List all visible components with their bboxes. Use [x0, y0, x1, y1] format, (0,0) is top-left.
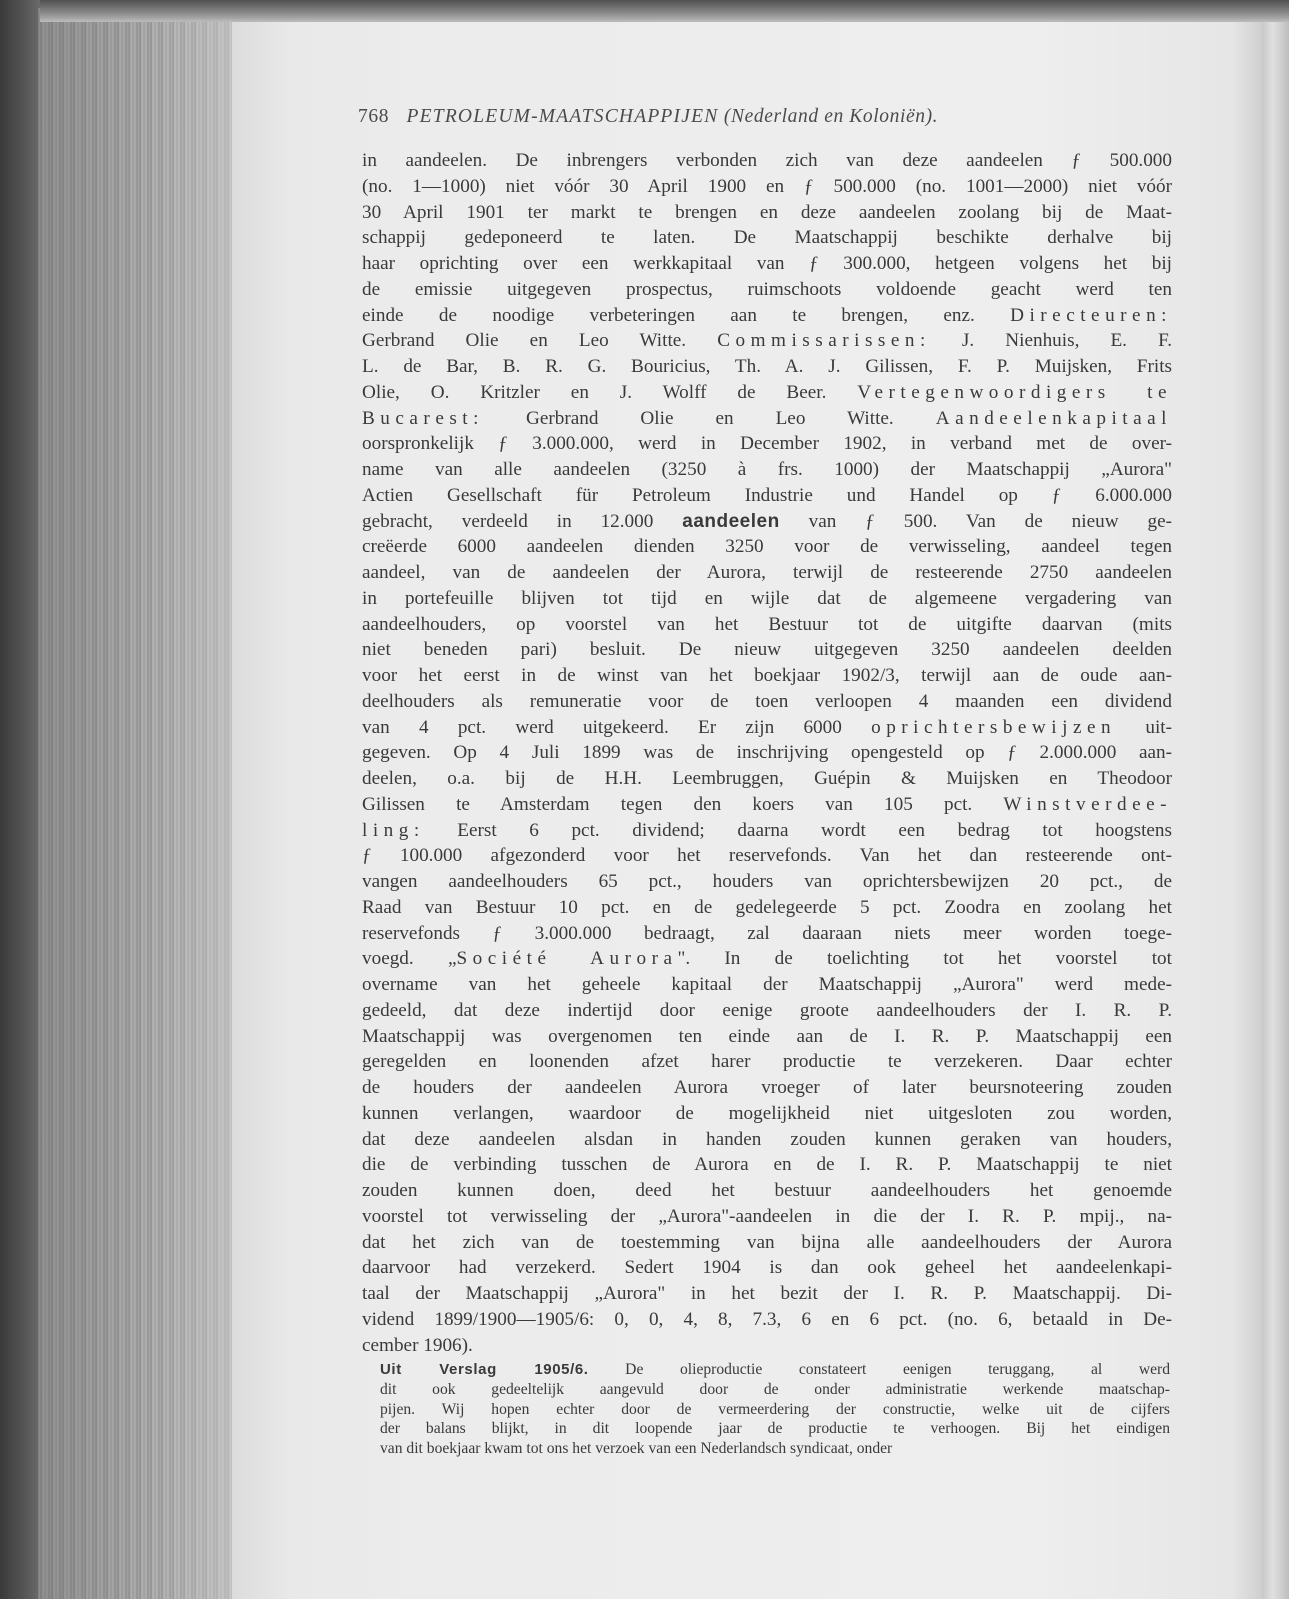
- text-line: [362, 509, 1172, 535]
- text-segment: uit-: [1116, 716, 1172, 738]
- spaced-emphasis: Directeuren:: [1010, 304, 1172, 326]
- text-segment: in portefeuille blijven tot tijd en wijle dat de algemeene vergadering van: [362, 587, 1172, 609]
- text-segment: van 4 pct. werd uitgekeerd. Er zijn 6000: [362, 716, 872, 738]
- text-segment: voegd. „: [362, 948, 457, 970]
- text-segment: niet beneden pari) besluit. De nieuw uitgegeven 3250 aandeelen deelden: [362, 639, 1172, 661]
- text-line: [362, 637, 1172, 663]
- text-line: [362, 998, 1172, 1024]
- text-line: [362, 1333, 1172, 1359]
- text-segment: de emissie uitgegeven prospectus, ruimschoots voldoende geacht werd ten: [362, 278, 1172, 300]
- top-shadow: [40, 0, 1289, 22]
- report-line: dit ook gedeeltelijk aangevuld door de onder administratie werkende maatschap-: [380, 1380, 1170, 1398]
- report-line: pijen. Wij hopen echter door de vermeerdering der constructie, welke uit de cijfers: [380, 1400, 1170, 1418]
- bold-keyword: aandeelen: [682, 510, 780, 532]
- text-segment: J. Nienhuis, E. F.: [930, 330, 1172, 352]
- text-segment: oorspronkelijk ƒ 3.000.000, werd in December 1902, in verband met de over-: [362, 433, 1172, 455]
- text-segment: L. de Bar, B. R. G. Bouricius, Th. A. J. Gilissen, F. P. Muijsken, Frits: [362, 356, 1172, 377]
- text-segment: kunnen verlangen, waardoor de mogelijkheid niet uitgesloten zou worden,: [362, 1102, 1172, 1124]
- text-segment: Gerbrand Olie en Leo Witte.: [362, 330, 718, 352]
- text-segment: dat het zich van de toestemming van bijna alle aandeelhouders der Aurora: [362, 1231, 1172, 1253]
- page-stack: [38, 8, 238, 1599]
- text-segment: zouden kunnen doen, deed het bestuur aandeelhouders het genoemde: [362, 1180, 1172, 1201]
- text-segment: deelhouders als remuneratie voor de toen verloopen 4 maanden een dividend: [362, 690, 1172, 712]
- text-line: [362, 818, 1172, 844]
- spaced-emphasis: Commissarissen:: [717, 330, 931, 352]
- text-line: [362, 869, 1172, 895]
- text-line: [362, 380, 1172, 406]
- text-segment: Eerst 6 pct. dividend; daarna wordt een bedrag tot hoogstens: [424, 819, 1172, 841]
- text-segment: van ƒ 500. Van de nieuw ge-: [779, 510, 1172, 532]
- text-segment: einde de noodige verbeteringen aan te brengen, enz.: [362, 304, 1011, 326]
- text-segment: creëerde 6000 aandeelen dienden 3250 voor de verwisseling, aandeel tegen: [362, 536, 1172, 558]
- text-line: [362, 1075, 1172, 1101]
- text-line: [362, 1152, 1172, 1178]
- text-segment: Gerbrand Olie en Leo Witte.: [483, 407, 936, 429]
- text-line: [362, 792, 1172, 818]
- spaced-emphasis: oprichtersbewijzen: [871, 716, 1117, 738]
- page-right-edge: [1262, 22, 1289, 1599]
- text-segment: Maatschappij was overgenomen ten einde aan de I. R. P. Maatschappij een: [362, 1025, 1172, 1047]
- text-line: [362, 921, 1172, 947]
- text-line: [362, 612, 1172, 638]
- text-line: [362, 1024, 1172, 1050]
- text-line: [362, 200, 1172, 226]
- text-line: [362, 1307, 1172, 1333]
- text-segment: 30 April 1901 ter markt te brengen en deze aandeelen zoolang bij de Maat-: [362, 201, 1172, 223]
- page-number: 768: [358, 106, 390, 127]
- text-segment: Raad van Bestuur 10 pct. en de gedelegeerde 5 pct. Zoodra en zoolang het: [362, 896, 1172, 918]
- text-line: [362, 1127, 1172, 1153]
- report-line: [380, 1360, 1170, 1380]
- text-segment: haar oprichting over een werkkapitaal van ƒ 300.000, hetgeen volgens het bij: [362, 253, 1172, 274]
- text-line: [362, 1101, 1172, 1127]
- body-paragraph: [362, 148, 1172, 1358]
- text-line: [362, 843, 1172, 869]
- text-line: [362, 303, 1172, 329]
- text-segment: in aandeelen. De inbrengers verbonden zich van deze aandeelen ƒ 500.000: [362, 150, 1172, 171]
- text-segment: Actien Gesellschaft für Petroleum Industrie und Handel op ƒ 6.000.000: [362, 484, 1172, 506]
- book-spine-edge: [0, 0, 40, 1599]
- text-line: [362, 1204, 1172, 1230]
- text-line: [362, 946, 1172, 972]
- text-line: [362, 715, 1172, 741]
- spaced-emphasis: Vertegenwoordigers te: [857, 381, 1173, 403]
- text-line: [362, 431, 1172, 457]
- text-line: [362, 1255, 1172, 1281]
- text-line: [362, 1230, 1172, 1256]
- report-line: van dit boekjaar kwam tot ons het verzoek van een Nederlandsch syndicaat, onder: [380, 1440, 893, 1458]
- report-excerpt: [380, 1360, 1170, 1459]
- text-segment: cember 1906).: [362, 1334, 473, 1356]
- text-line: [362, 586, 1172, 612]
- text-segment: vangen aandeelhouders 65 pct., houders van oprichtersbewijzen 20 pct., de: [362, 871, 1172, 892]
- spaced-emphasis: Aandeelenkapitaal: [935, 407, 1172, 429]
- report-line: der balans blijkt, in dit loopende jaar de productie te verhoogen. Bij het eindigen: [380, 1420, 1170, 1438]
- spaced-emphasis: Winstverdee-: [1003, 793, 1172, 815]
- text-segment: dat deze aandeelen alsdan in handen zouden kunnen geraken van houders,: [362, 1128, 1172, 1150]
- text-segment: de houders der aandeelen Aurora vroeger of later beursnoteering zouden: [362, 1077, 1172, 1098]
- text-segment: gegeven. Op 4 Juli 1899 was de inschrijving opengesteld op ƒ 2.000.000 aan-: [362, 742, 1172, 764]
- text-line: [362, 663, 1172, 689]
- spaced-emphasis: ling:: [362, 819, 425, 841]
- text-segment: ƒ 100.000 afgezonderd voor het reservefonds. Van het dan resteerende ont-: [362, 845, 1172, 867]
- text-segment: aandeel, van de aandeelen der Aurora, terwijl de resteerende 2750 aandeelen: [362, 562, 1172, 583]
- text-segment: Gilissen te Amsterdam tegen den koers van 105 pct.: [362, 793, 1004, 815]
- text-line: [362, 560, 1172, 586]
- text-segment: voor het eerst in de winst van het boekjaar 1902/3, terwijl aan de oude aan-: [362, 665, 1172, 686]
- chapter-subtitle: (Nederland en Koloniën).: [723, 106, 939, 127]
- report-text: De olieproductie constateert eenigen teruggang, al werd: [588, 1361, 1170, 1378]
- text-segment: overname van het geheele kapitaal der Maatschappij „Aurora" werd mede-: [362, 974, 1172, 995]
- text-segment: daarvoor had verzekerd. Sedert 1904 is dan ook geheel het aandeelenkapi-: [362, 1257, 1172, 1279]
- text-line: [362, 457, 1172, 483]
- text-segment: deelen, o.a. bij de H.H. Leembruggen, Guépin & Muijsken en Theodoor: [362, 768, 1172, 789]
- text-line: [362, 534, 1172, 560]
- spaced-emphasis: Bucarest:: [362, 407, 484, 429]
- text-segment: (no. 1—1000) niet vóór 30 April 1900 en ƒ 500.000 (no. 1001—2000) niet vóór: [362, 175, 1172, 197]
- text-line: [362, 895, 1172, 921]
- text-segment: voorstel tot verwisseling der „Aurora"-aandeelen in die der I. R. P. mpij., na-: [362, 1205, 1172, 1227]
- text-line: [362, 277, 1172, 303]
- text-segment: die de verbinding tusschen de Aurora en de I. R. P. Maatschappij te niet: [362, 1154, 1172, 1176]
- text-line: [362, 225, 1172, 251]
- text-line: [362, 1049, 1172, 1075]
- text-line: [362, 406, 1172, 432]
- text-line: [362, 148, 1172, 174]
- text-line: [362, 483, 1172, 509]
- text-line: [362, 354, 1172, 380]
- text-segment: schappij gedeponeerd te laten. De Maatschappij beschikte derhalve bij: [362, 227, 1172, 249]
- text-line: [362, 1178, 1172, 1204]
- text-segment: taal der Maatschappij „Aurora" in het bezit der I. R. P. Maatschappij. Di-: [362, 1283, 1172, 1304]
- text-line: [362, 251, 1172, 277]
- text-segment: name van alle aandeelen (3250 à frs. 1000) der Maatschappij „Aurora": [362, 459, 1172, 480]
- text-line: [362, 972, 1172, 998]
- report-label: Uit Verslag 1905/6.: [380, 1361, 589, 1378]
- chapter-title: PETROLEUM-MAATSCHAPPIJEN: [406, 106, 719, 127]
- text-segment: geregelden en loonenden afzet harer productie te verzekeren. Daar echter: [362, 1051, 1172, 1073]
- text-line: [362, 1281, 1172, 1307]
- text-line: [362, 174, 1172, 200]
- text-segment: gebracht, verdeeld in 12.000: [362, 510, 683, 532]
- text-line: [362, 766, 1172, 792]
- text-line: [362, 328, 1172, 354]
- text-segment: gedeeld, dat deze indertijd door eenige groote aandeelhouders der I. R. P.: [362, 999, 1172, 1021]
- text-segment: vidend 1899/1900—1905/6: 0, 0, 4, 8, 7.3, 6 en 6 pct. (no. 6, betaald in De-: [362, 1308, 1172, 1330]
- text-segment: ". In de toelichting tot het voorstel tot: [677, 948, 1172, 970]
- spaced-emphasis: Société Aurora: [456, 948, 678, 970]
- text-line: [362, 740, 1172, 766]
- running-header: [358, 106, 1178, 128]
- text-segment: Olie, O. Kritzler en J. Wolff de Beer.: [362, 381, 858, 403]
- text-line: [362, 689, 1172, 715]
- text-segment: reservefonds ƒ 3.000.000 bedraagt, zal daaraan niets meer worden toege-: [362, 922, 1172, 944]
- text-segment: aandeelhouders, op voorstel van het Bestuur tot de uitgifte daarvan (mits: [362, 613, 1172, 635]
